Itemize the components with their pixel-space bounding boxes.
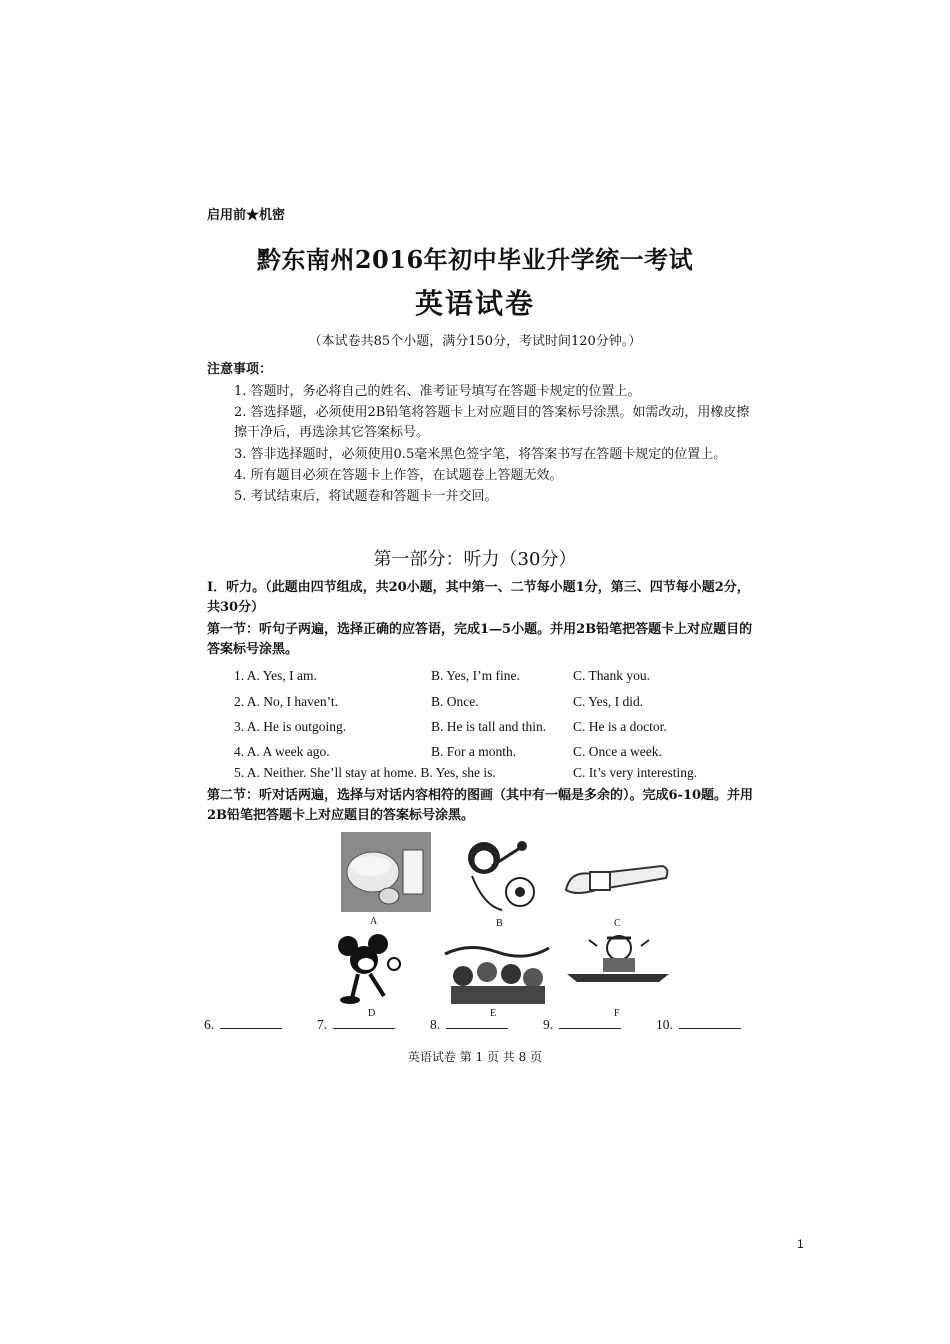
picture-label-d: D xyxy=(368,1008,376,1019)
section-intro: Ⅰ．听力。（此题由四节组成，共20小题，其中第一、二节每小题1分，第三、四节每小题2分，共30分） xyxy=(207,580,750,615)
bread-milk-image xyxy=(341,832,431,912)
q2-option-c: C. Yes, I did. xyxy=(573,694,644,709)
q5-option-c: C. It’s very interesting. xyxy=(573,765,698,780)
blank-number: 9. xyxy=(543,1017,554,1032)
part-title: 第一部分：听力（30分） xyxy=(373,549,577,570)
q2-option-b: B. Once. xyxy=(431,694,479,709)
answer-line xyxy=(559,1016,621,1029)
page-number: 1 xyxy=(797,1237,804,1251)
q1-option-b: B. Yes, I’m fine. xyxy=(431,668,520,683)
q3-option-c: C. He is a doctor. xyxy=(573,719,667,734)
q5-option-ab: 5. A. Neither. She’ll stay at home. B. Yes, she is. xyxy=(234,765,496,780)
blank-number: 7. xyxy=(317,1017,328,1032)
answer-line xyxy=(446,1016,508,1029)
watch-image xyxy=(562,860,672,900)
exam-subject: 英语试卷 xyxy=(414,287,535,320)
q3-option-a: 3. A. He is outgoing. xyxy=(234,719,347,734)
answer-line xyxy=(220,1016,282,1029)
picture-label-a: A xyxy=(370,916,378,927)
mickey-mouse-image xyxy=(334,934,410,1006)
q1-option-c: C. Thank you. xyxy=(573,668,650,683)
answer-blank-10[interactable] xyxy=(656,1016,741,1033)
blank-number: 6. xyxy=(204,1017,215,1032)
answer-blank-6[interactable] xyxy=(204,1016,282,1033)
exam-title: 黔东南州2016年初中毕业升学统一考试 xyxy=(256,245,694,274)
singer-image xyxy=(462,836,542,914)
answer-blank-7[interactable] xyxy=(317,1016,395,1033)
student-desk-image xyxy=(563,930,673,986)
notice-item: 4. 所有题目必须在答题卡上作答，在试题卷上答题无效。 xyxy=(234,468,563,483)
picture-label-e: E xyxy=(490,1008,497,1019)
notice-item: 2. 答选择题，必须使用2B铅笔将答题卡上对应题目的答案标号涂黑。如需改动，用橡皮擦擦干净后，再选涂其它答案标号。 xyxy=(234,405,750,440)
choir-image xyxy=(443,940,551,1006)
notice-item: 3. 答非选择题时，必须使用0.5毫米黑色签字笔，将答案书写在答题卡规定的位置上。 xyxy=(234,447,727,462)
blank-number: 8. xyxy=(430,1017,441,1032)
notice-item: 5. 考试结束后，将试题卷和答题卡一并交回。 xyxy=(234,489,498,504)
q1-option-a: 1. A. Yes, I am. xyxy=(234,668,317,683)
q4-option-c: C. Once a week. xyxy=(573,744,662,759)
notice-heading: 注意事项： xyxy=(207,362,273,377)
exam-info: （本试卷共85个小题，满分150分，考试时间120分钟。） xyxy=(308,334,642,349)
picture-label-c: C xyxy=(614,918,621,929)
confidential-label: 启用前★机密 xyxy=(207,208,286,223)
answer-blank-9[interactable] xyxy=(543,1016,621,1033)
answer-line xyxy=(679,1016,741,1029)
picture-label-b: B xyxy=(496,918,503,929)
page-footer: 英语试卷 第 1 页 共 8 页 xyxy=(407,1050,543,1064)
q4-option-b: B. For a month. xyxy=(431,744,517,759)
section1-instruction: 第一节：听句子两遍，选择正确的应答语，完成1—5小题。并用2B铅笔把答题卡上对应题目的答案标号涂黑。 xyxy=(207,622,753,657)
picture-label-f: F xyxy=(614,1008,620,1019)
q4-option-a: 4. A. A week ago. xyxy=(234,744,330,759)
notice-item: 1. 答题时，务必将自己的姓名、准考证号填写在答题卡规定的位置上。 xyxy=(234,384,641,399)
answer-blank-8[interactable] xyxy=(430,1016,508,1033)
blank-number: 10. xyxy=(656,1017,673,1032)
answer-line xyxy=(333,1016,395,1029)
section2-instruction: 第二节：听对话两遍，选择与对话内容相符的图画（其中有一幅是多余的）。完成6-10题。并用2B铅笔把答题卡上对应题目的答案标号涂黑。 xyxy=(207,788,754,823)
q3-option-b: B. He is tall and thin. xyxy=(431,719,547,734)
q2-option-a: 2. A. No, I haven’t. xyxy=(234,694,338,709)
